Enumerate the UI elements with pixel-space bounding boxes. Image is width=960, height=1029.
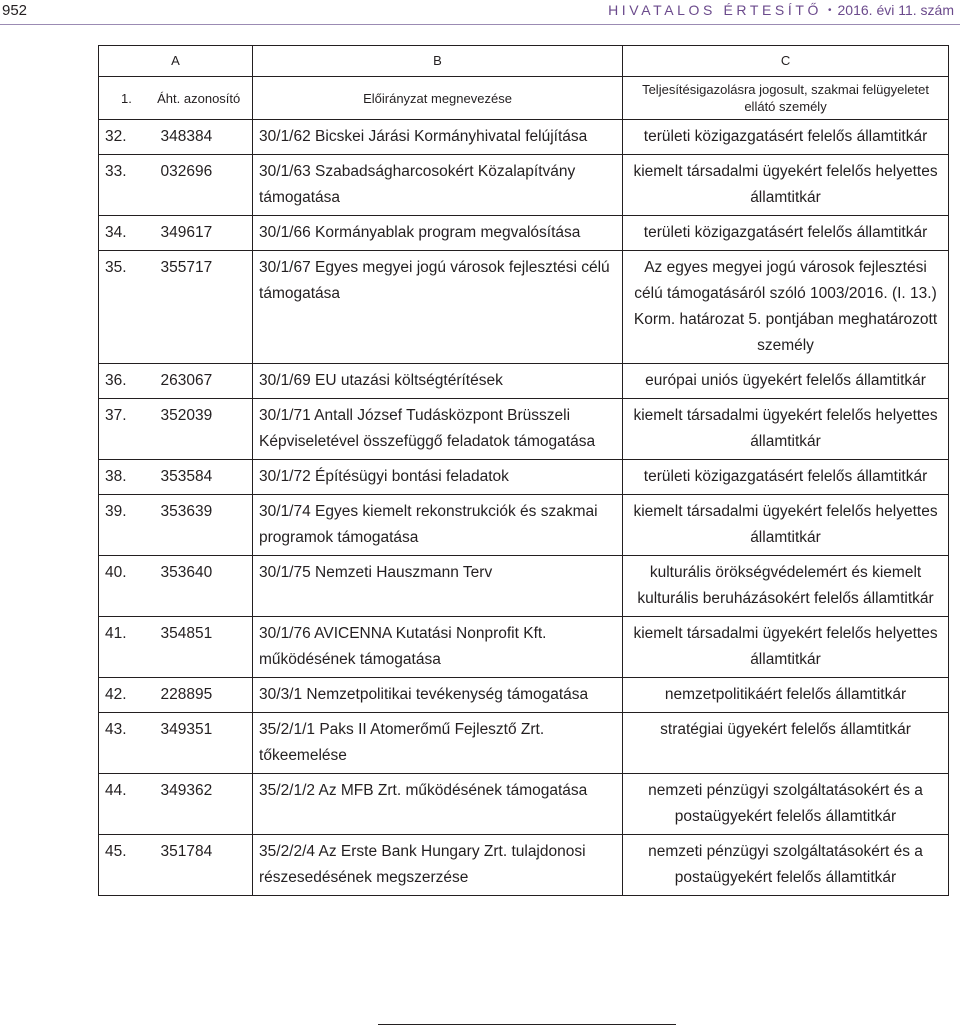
certifier-person: kiemelt társadalmi ügyekért felelős helyettes államtitkár [623,617,949,678]
header-aht-cell [99,77,253,120]
appropriation-name: 30/1/63 Szabadságharcosokért Közalapítvány támogatása [253,155,623,216]
certifier-person: Az egyes megyei jogú városok fejlesztési célú támogatásáról szóló 1003/2016. (I. 13.) Korm. határozat 5. pontjában meghatározott személy [623,251,949,364]
row-number: 38. [99,460,155,495]
aht-id: 349617 [155,216,253,251]
journal-masthead [608,2,954,18]
aht-id: 352039 [155,399,253,460]
issue-label: 2016. évi 11. szám [837,2,954,18]
page-header [0,0,960,22]
appropriation-name: 30/1/69 EU utazási költségtérítések [253,364,623,399]
table-row [99,774,949,835]
appropriation-table [98,45,949,896]
header-aht-id: Áht. azonosító [157,90,241,106]
row-number: 42. [99,678,155,713]
column-letter-b: B [253,46,623,77]
page-number: 952 [2,2,28,19]
certifier-person: kulturális örökségvédelemért és kiemelt kulturális beruházásokért felelős államtitkár [623,556,949,617]
table-row [99,678,949,713]
appropriation-name: 30/1/67 Egyes megyei jogú városok fejlesztési célú támogatása [253,251,623,364]
certifier-person: európai uniós ügyekért felelős államtitkár [623,364,949,399]
aht-id: 032696 [155,155,253,216]
row-number: 36. [99,364,155,399]
row-number: 39. [99,495,155,556]
row-number: 35. [99,251,155,364]
aht-id: 228895 [155,678,253,713]
aht-id: 351784 [155,835,253,896]
table-row [99,460,949,495]
appropriation-name: 35/2/1/1 Paks II Atomerőmű Fejlesztő Zrt. tőkeemelése [253,713,623,774]
table-row [99,495,949,556]
table-row [99,364,949,399]
certifier-person: területi közigazgatásért felelős államtitkár [623,120,949,155]
table-row [99,155,949,216]
aht-id: 355717 [155,251,253,364]
table-row [99,617,949,678]
certifier-person: kiemelt társadalmi ügyekért felelős helyettes államtitkár [623,495,949,556]
certifier-person: nemzetpolitikáért felelős államtitkár [623,678,949,713]
header-appropriation-name: Előirányzat megnevezése [253,77,623,120]
table-row [99,713,949,774]
table-header-row [99,77,949,120]
row-number: 33. [99,155,155,216]
masthead-separator: • [828,5,832,16]
aht-id: 353640 [155,556,253,617]
table-row [99,120,949,155]
aht-id: 263067 [155,364,253,399]
journal-title: HIVATALOS ÉRTESÍTŐ [608,2,822,18]
column-letter-a: A [99,46,253,77]
certifier-person: nemzeti pénzügyi szolgáltatásokért és a postaügyekért felelős államtitkár [623,774,949,835]
footer-rule [378,1024,676,1025]
appropriation-name: 30/3/1 Nemzetpolitikai tevékenység támogatása [253,678,623,713]
certifier-person: nemzeti pénzügyi szolgáltatásokért és a postaügyekért felelős államtitkár [623,835,949,896]
row-number: 40. [99,556,155,617]
row-number: 32. [99,120,155,155]
appropriation-name: 30/1/74 Egyes kiemelt rekonstrukciók és szakmai programok támogatása [253,495,623,556]
aht-id: 349351 [155,713,253,774]
table-row [99,216,949,251]
header-row-number: 1. [121,90,132,106]
table-row [99,835,949,896]
appropriation-name: 30/1/62 Bicskei Járási Kormányhivatal felújítása [253,120,623,155]
appropriation-name: 30/1/75 Nemzeti Hauszmann Terv [253,556,623,617]
appropriation-name: 30/1/71 Antall József Tudásközpont Brüsszeli Képviseletével összefüggő feladatok támogatása [253,399,623,460]
table-row [99,251,949,364]
row-number: 34. [99,216,155,251]
appropriation-name: 30/1/76 AVICENNA Kutatási Nonprofit Kft. működésének támogatása [253,617,623,678]
appropriation-name: 30/1/66 Kormányablak program megvalósítása [253,216,623,251]
certifier-person: kiemelt társadalmi ügyekért felelős helyettes államtitkár [623,399,949,460]
header-rule [0,24,960,25]
aht-id: 353584 [155,460,253,495]
table-row [99,556,949,617]
aht-id: 353639 [155,495,253,556]
certifier-person: kiemelt társadalmi ügyekért felelős helyettes államtitkár [623,155,949,216]
header-certifier: Teljesítésigazolásra jogosult, szakmai felügyeletet ellátó személy [623,77,949,120]
aht-id: 354851 [155,617,253,678]
row-number: 41. [99,617,155,678]
certifier-person: stratégiai ügyekért felelős államtitkár [623,713,949,774]
column-letter-c: C [623,46,949,77]
table-body [99,120,949,896]
appropriation-name: 35/2/2/4 Az Erste Bank Hungary Zrt. tulajdonosi részesedésének megszerzése [253,835,623,896]
certifier-person: területi közigazgatásért felelős államtitkár [623,216,949,251]
row-number: 44. [99,774,155,835]
row-number: 37. [99,399,155,460]
row-number: 43. [99,713,155,774]
aht-id: 349362 [155,774,253,835]
table-row [99,399,949,460]
aht-id: 348384 [155,120,253,155]
column-letters-row [99,46,949,77]
appropriation-name: 30/1/72 Építésügyi bontási feladatok [253,460,623,495]
certifier-person: területi közigazgatásért felelős államtitkár [623,460,949,495]
appropriation-name: 35/2/1/2 Az MFB Zrt. működésének támogatása [253,774,623,835]
row-number: 45. [99,835,155,896]
